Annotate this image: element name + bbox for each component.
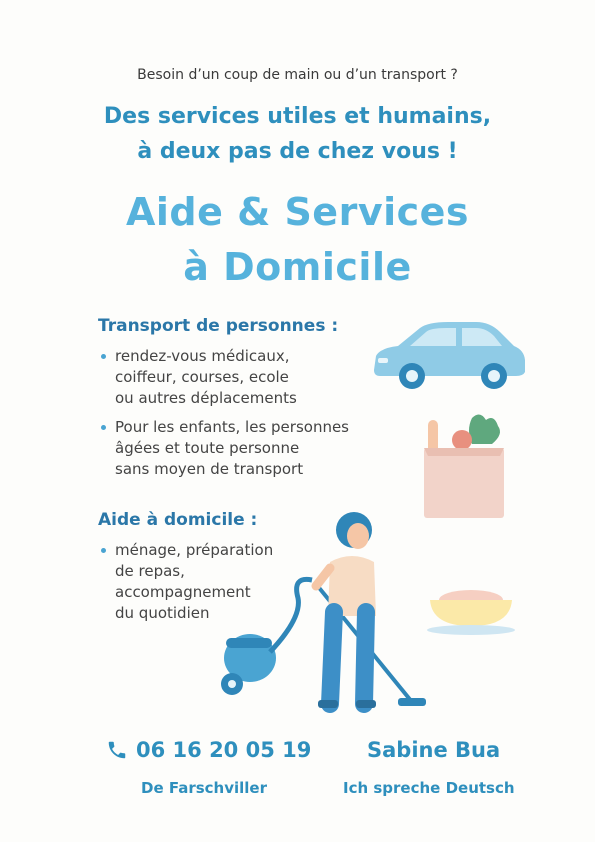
list-item-line: ménage, préparation <box>115 541 274 559</box>
subtitle-line-1: Des services utiles et humains, <box>103 104 492 129</box>
title-line-2: à Domicile <box>183 245 412 289</box>
bowl-icon <box>424 578 518 636</box>
list-item <box>97 346 387 409</box>
phone-icon <box>106 739 128 761</box>
aide-heading: Aide à domicile : <box>98 510 258 530</box>
list-item-line: sans moyen de transport <box>115 460 304 478</box>
subtitle-line-2: à deux pas de chez vous ! <box>137 139 458 164</box>
transport-heading: Transport de personnes : <box>98 316 339 336</box>
list-item-line: ou autres déplacements <box>115 389 297 407</box>
contact-name: Sabine Bua <box>367 738 501 762</box>
phone-contact[interactable] <box>106 738 311 762</box>
list-item-line: âgées et toute personne <box>115 439 300 457</box>
list-item-line: rendez-vous médicaux, <box>115 347 290 365</box>
contact-language: Ich spreche Deutsch <box>343 779 515 797</box>
list-item <box>97 417 387 480</box>
grocery-bag-icon <box>420 410 510 520</box>
phone-number: 06 16 20 05 19 <box>136 738 312 762</box>
vacuuming-person-icon <box>212 506 432 716</box>
tagline: Besoin d’un coup de main ou d’un transport ? <box>137 67 458 83</box>
list-item-line: coiffeur, courses, ecole <box>115 368 289 386</box>
car-icon <box>368 318 528 390</box>
transport-list <box>97 346 387 488</box>
list-item-line: de repas, <box>115 562 185 580</box>
list-item-line: accompagnement <box>115 583 251 601</box>
list-item-line: Pour les enfants, les personnes <box>115 418 350 436</box>
contact-village: De Farschviller <box>141 779 268 797</box>
title-line-1: Aide & Services <box>125 190 470 234</box>
list-item-line: du quotidien <box>115 604 210 622</box>
